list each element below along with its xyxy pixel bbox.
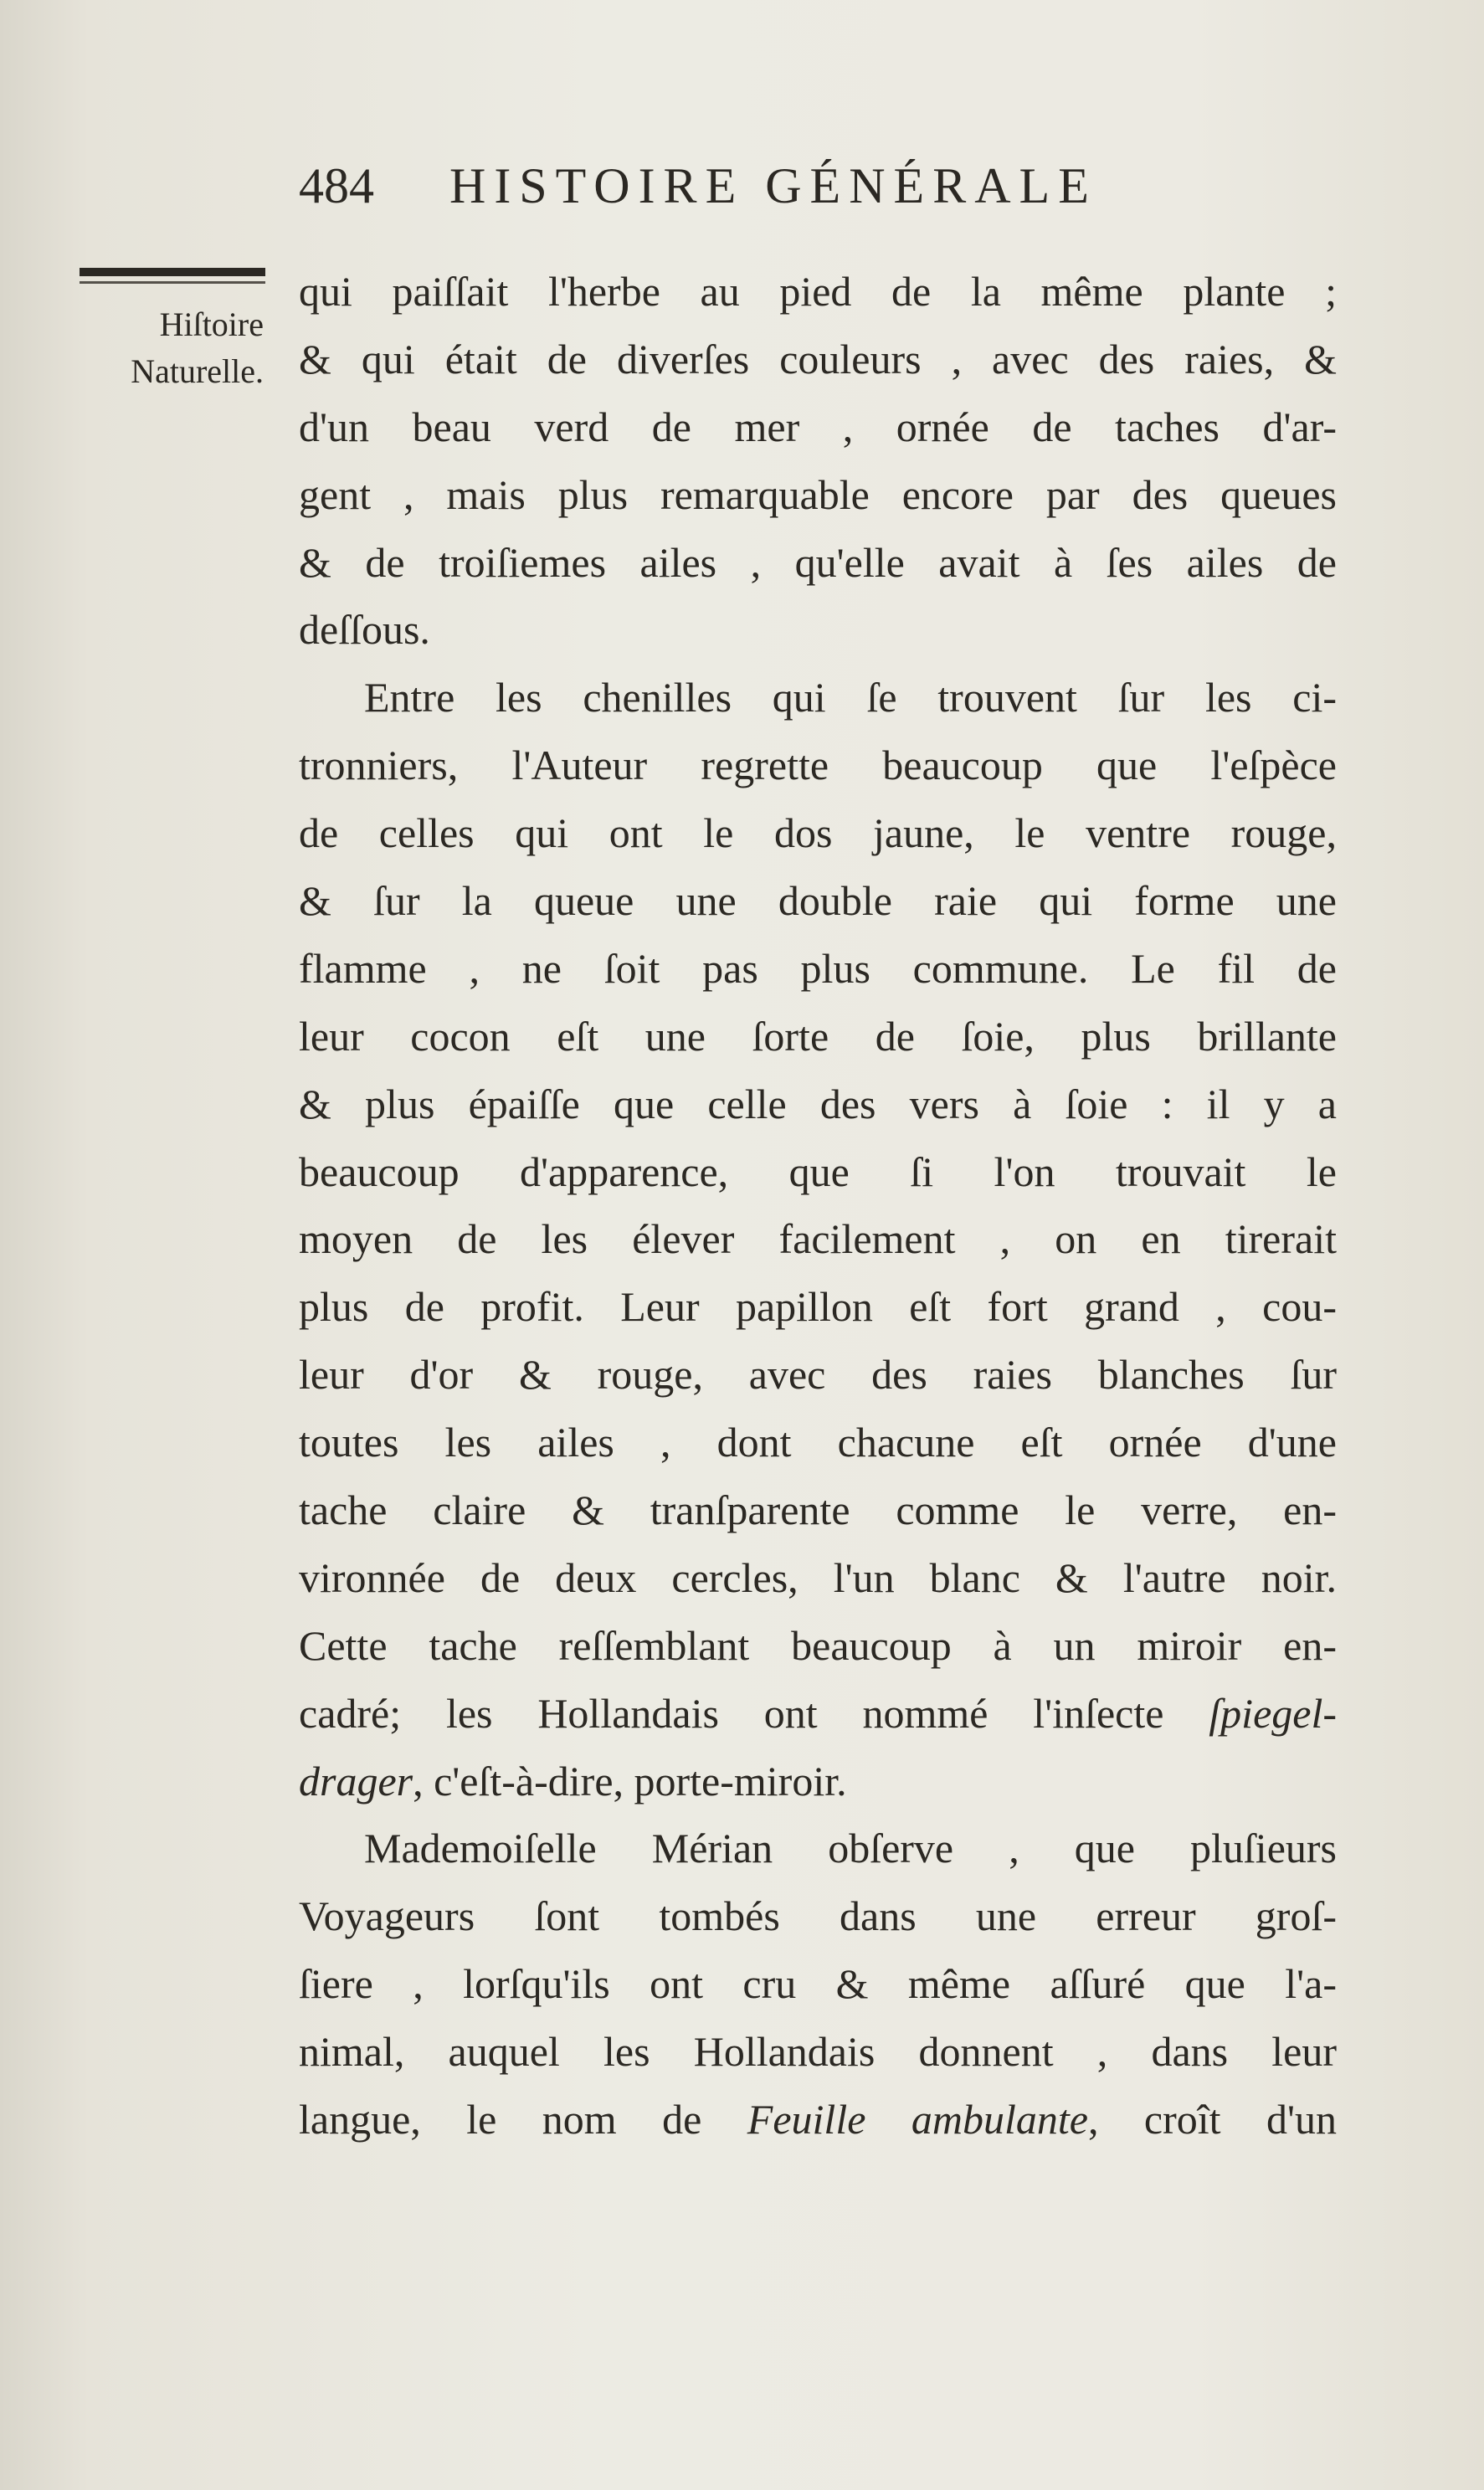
line-text: de celles qui ont le dos jaune, le ventre rouge, (299, 809, 1337, 857)
text-line (299, 1003, 1337, 1070)
text-line (299, 1341, 1337, 1409)
line-text: & de troiſiemes ailes , qu'elle avait à ſes ailes de (299, 538, 1337, 586)
text-line (299, 1680, 1337, 1748)
line-text: leur cocon eſt une ſorte de ſoie, plus brillante (299, 1012, 1337, 1060)
line-text: Mademoiſelle Mérian obſerve , que pluſieurs (364, 1825, 1337, 1872)
text-line (299, 664, 1337, 732)
line-text: Entre les chenilles qui ſe trouvent ſur les ci- (364, 674, 1337, 721)
running-header (299, 157, 1220, 224)
line-text: & qui était de diverſes couleurs , avec des raies, & (299, 335, 1337, 382)
line-text: deſſous. (299, 606, 430, 654)
line-text: qui paiſſait l'herbe au pied de la même plante ; (299, 268, 1337, 315)
line-text: d'un beau verd de mer , ornée de taches d'ar- (299, 403, 1337, 450)
margin-note (75, 301, 264, 395)
text-line (299, 258, 1337, 326)
line-text: ſiere , lorſqu'ils ont cru & même aſſuré que l'a- (299, 1960, 1337, 2008)
margin-note-line: Hiſtoire (159, 305, 264, 343)
text-line (299, 1815, 1337, 1882)
text-line (299, 1476, 1337, 1544)
text-line (299, 1612, 1337, 1680)
margin-rule (80, 268, 265, 276)
italic-text: ſpiegel- (1209, 1689, 1337, 1737)
margin-note-line: Naturelle. (131, 352, 264, 390)
line-text: beaucoup d'apparence, que ſi l'on trouvait le (299, 1147, 1337, 1195)
running-title: HISTOIRE GÉNÉRALE (449, 158, 1097, 213)
text-line (299, 1409, 1337, 1476)
line-text: flamme , ne ſoit pas plus commune. Le fil de (299, 944, 1337, 992)
text-line (299, 1544, 1337, 1612)
line-text: leur d'or & rouge, avec des raies blanches ſur (299, 1351, 1337, 1399)
text-line (299, 1882, 1337, 1950)
line-text: & ſur la queue une double raie qui forme une (299, 877, 1337, 925)
text-line (299, 529, 1337, 597)
text-line (299, 1748, 1337, 1815)
text-line (299, 393, 1337, 461)
text-line (299, 2086, 1337, 2154)
line-text: Voyageurs ſont tombés dans une erreur groſ- (299, 1892, 1337, 1940)
text-line (299, 596, 1337, 664)
text-line (299, 461, 1337, 529)
italic-text: Feuille ambulante (747, 2096, 1088, 2143)
italic-text: drager (299, 1757, 413, 1805)
text-line (299, 1070, 1337, 1138)
line-text: tache claire & tranſparente comme le verre, en- (299, 1486, 1337, 1534)
line-text: moyen de les élever facilement , on en tirerait (299, 1215, 1337, 1263)
line-text: , croît d'un (1087, 2096, 1338, 2143)
text-line (299, 326, 1337, 393)
line-text: vironnée de deux cercles, l'un blanc & l'autre noir. (299, 1553, 1337, 1601)
text-line (299, 935, 1337, 1003)
margin-rule-thin (80, 281, 265, 284)
text-line (299, 799, 1337, 867)
text-line (299, 1273, 1337, 1341)
page-number: 484 (299, 158, 374, 213)
text-line (299, 732, 1337, 799)
line-text: plus de profit. Leur papillon eſt fort grand , cou- (299, 1283, 1337, 1331)
text-line (299, 1950, 1337, 2018)
line-text: toutes les ailes , dont chacune eſt ornée d'une (299, 1419, 1337, 1466)
text-line (299, 1205, 1337, 1273)
text-line (299, 1138, 1337, 1206)
line-text: , c'eſt-à-dire, porte-miroir. (413, 1757, 847, 1805)
line-text: nimal, auquel les Hollandais donnent , dans leur (299, 2028, 1337, 2076)
text-line (299, 2018, 1337, 2086)
line-text: langue, le nom de (299, 2096, 747, 2143)
line-text: gent , mais plus remarquable encore par des queues (299, 470, 1337, 518)
text-line (299, 867, 1337, 935)
line-text: Cette tache reſſemblant beaucoup à un miroir en- (299, 1621, 1337, 1669)
line-text: cadré; les Hollandais ont nommé l'inſecte (299, 1689, 1209, 1737)
line-text: tronniers, l'Auteur regrette beaucoup que l'eſpèce (299, 742, 1337, 789)
body-text (299, 258, 1337, 2154)
line-text: & plus épaiſſe que celle des vers à ſoie : il y a (299, 1080, 1337, 1127)
